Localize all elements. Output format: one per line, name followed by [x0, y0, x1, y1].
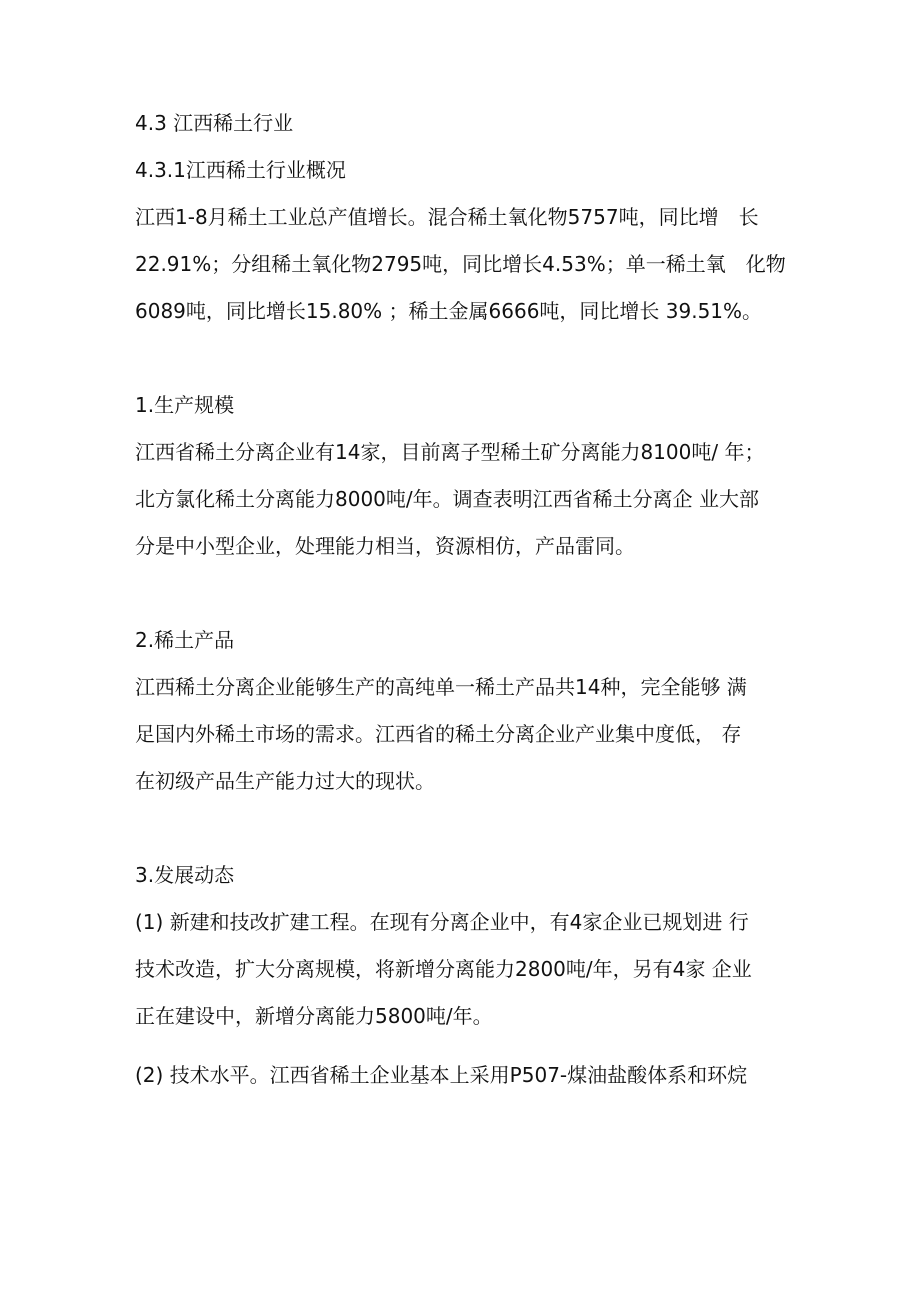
section-heading-4-3: 4.3 江西稀土行业: [135, 111, 294, 135]
document-page: [135, 100, 805, 1099]
paragraph-line: 江西1-8月稀土工业总产值增长。混合稀土氧化物5757吨，同比增 长: [135, 205, 759, 229]
paragraph-line: 北方氯化稀土分离能力8000吨/年。调查表明江西省稀土分离企 业大部: [135, 487, 759, 511]
paragraph-gap: [135, 335, 805, 382]
paragraph-line: (2) 技术水平。江西省稀土企业基本上采用P507-煤油盐酸体系和环烷: [135, 1063, 748, 1087]
section-heading-4-3-1: 4.3.1江西稀土行业概况: [135, 158, 346, 182]
section1-title: 1.生产规模: [135, 393, 235, 417]
section3-item1: [135, 899, 805, 1040]
paragraph-line: 6089吨，同比增长15.80% ；稀土金属6666吨，同比增长 39.51%。: [135, 299, 763, 323]
paragraph-gap: [135, 1040, 805, 1052]
paragraph-line: 江西稀土分离企业能够生产的高纯单一稀土产品共14种，完全能够 满: [135, 675, 747, 699]
paragraph-gap: [135, 570, 805, 617]
paragraph-gap: [135, 805, 805, 852]
paragraph-line: 在初级产品生产能力过大的现状。: [135, 769, 435, 793]
overview-paragraph: [135, 194, 805, 335]
paragraph-line: 22.91%；分组稀土氧化物2795吨，同比增长4.53%；单一稀土氧 化物: [135, 252, 786, 276]
section1-paragraph: [135, 429, 805, 570]
paragraph-line: (1) 新建和技改扩建工程。在现有分离企业中，有4家企业已规划进 行: [135, 910, 749, 934]
paragraph-line: 分是中小型企业，处理能力相当，资源相仿，产品雷同。: [135, 534, 635, 558]
section2-paragraph: [135, 664, 805, 805]
paragraph-line: 技术改造，扩大分离规模，将新增分离能力2800吨/年，另有4家 企业: [135, 957, 752, 981]
paragraph-line: 江西省稀土分离企业有14家，目前离子型稀土矿分离能力8100吨/ 年；: [135, 440, 765, 464]
paragraph-line: 正在建设中，新增分离能力5800吨/年。: [135, 1004, 493, 1028]
section3-item2: [135, 1052, 805, 1099]
paragraph-line: 足国内外稀土市场的需求。江西省的稀土分离企业产业集中度低， 存: [135, 722, 742, 746]
section3-title: 3.发展动态: [135, 863, 235, 887]
section2-title: 2.稀土产品: [135, 628, 235, 652]
